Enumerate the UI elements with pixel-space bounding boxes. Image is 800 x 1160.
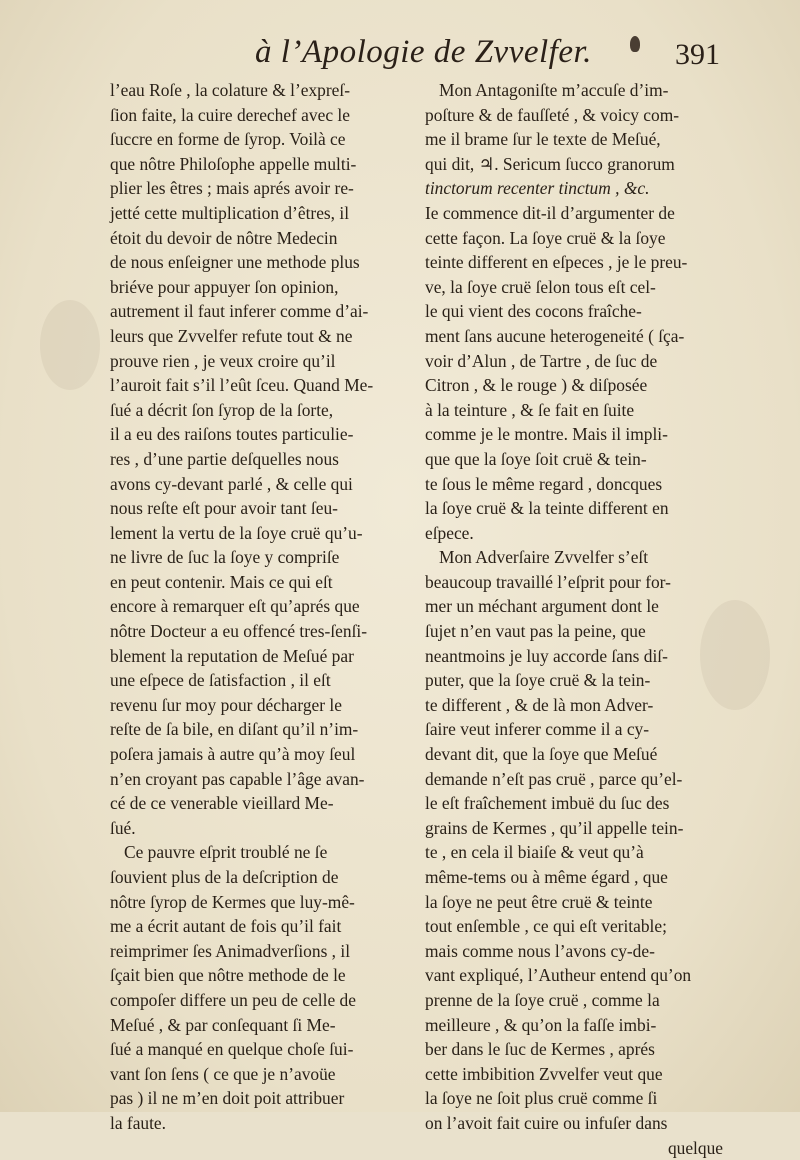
text-line: ſujet n’en vaut pas la peine, que bbox=[425, 621, 646, 642]
text-line: n’en croyant pas capable l’âge avan- bbox=[110, 768, 365, 789]
text-line: il a eu des raiſons toutes particulie- bbox=[110, 424, 354, 445]
text-line: étoit du devoir de nôtre Medecin bbox=[110, 227, 338, 248]
ink-mark-icon bbox=[630, 36, 640, 52]
text-line: poſera jamais à autre qu’à moy ſeul bbox=[110, 744, 356, 765]
page-number: 391 bbox=[675, 38, 720, 71]
text-line: me a écrit autant de fois qu’il fait bbox=[110, 916, 342, 937]
paper-stain bbox=[40, 300, 100, 390]
text-line: à la teinture , & ſe fait en ſuite bbox=[425, 399, 635, 420]
text-line: ſué a décrit ſon ſyrop de la ſorte, bbox=[110, 399, 334, 420]
text-line: ſçait bien que nôtre methode de le bbox=[110, 965, 346, 986]
text-line: le eſt fraîchement imbuë du ſuc des bbox=[425, 793, 670, 814]
text-line: prenne de la ſoye cruë , comme la bbox=[425, 989, 660, 1010]
text-line: Mon Antagoniſte m’accuſe d’im- bbox=[439, 80, 669, 100]
text-line: ne livre de ſuc la ſoye y compriſe bbox=[110, 547, 340, 568]
text-line: l’auroit fait s’il l’eût ſceu. Quand Me- bbox=[110, 375, 374, 396]
text-line: l’eau Roſe , la colature & l’expreſ- bbox=[110, 80, 350, 100]
left-column bbox=[110, 78, 420, 1136]
text-line: autrement il faut inferer comme d’ai- bbox=[110, 301, 369, 322]
text-line: la faute. bbox=[110, 1112, 167, 1133]
text-line: une eſpece de ſatisfaction , il eſt bbox=[110, 670, 331, 691]
text-line: nôtre Docteur a eu offencé tres-ſenſi- bbox=[110, 621, 368, 642]
text-line: même-tems ou à même égard , que bbox=[425, 867, 668, 887]
catchword: quelque bbox=[667, 1137, 723, 1158]
text-line: que que la ſoye ſoit cruë & tein- bbox=[425, 448, 647, 469]
text-line: ber dans le ſuc de Kermes , aprés bbox=[425, 1039, 655, 1060]
running-head: à l’Apologie de Zvvelfer. bbox=[255, 34, 592, 70]
text-line: comme je le montre. Mais il impli- bbox=[425, 424, 668, 445]
text-line: tinctorum recenter tinctum , &c. bbox=[425, 178, 650, 199]
text-line: qui dit, ♃. Sericum ſucco granorum bbox=[425, 153, 675, 174]
text-line: ve, la ſoye cruë ſelon tous eſt cel- bbox=[425, 276, 656, 297]
text-line: beaucoup travaillé l’eſprit pour for- bbox=[425, 571, 671, 592]
text-line: briéve pour appuyer ſon opinion, bbox=[110, 276, 339, 297]
text-line: vant ſon ſens ( ce que je n’avoüe bbox=[110, 1063, 336, 1084]
text-line: eſpece. bbox=[425, 522, 474, 543]
text-line: pas ) il ne m’en doit poit attribuer bbox=[110, 1088, 345, 1109]
right-column bbox=[425, 78, 737, 1160]
text-line: la ſoye ne ſoit plus cruë comme ſi bbox=[425, 1088, 658, 1109]
text-line: te different , & de là mon Adver- bbox=[425, 694, 654, 715]
text-line: Meſué , & par conſequant ſi Me- bbox=[110, 1014, 336, 1035]
text-line: que nôtre Philoſophe appelle multi- bbox=[110, 153, 357, 174]
text-line: plier les êtres ; mais aprés avoir re- bbox=[110, 178, 354, 199]
text-line: de nous enſeigner une methode plus bbox=[110, 252, 360, 273]
text-line: ſouvient plus de la deſcription de bbox=[110, 867, 339, 887]
text-line: lement la vertu de la ſoye cruë qu’u- bbox=[110, 522, 363, 543]
text-line: vant expliqué, l’Autheur entend qu’on bbox=[425, 965, 692, 986]
text-line: ſion faite, la cuire derechef avec le bbox=[110, 104, 350, 125]
text-line: avons cy-devant parlé , & celle qui bbox=[110, 473, 353, 494]
text-line: reſte de ſa bile, en diſant qu’il n’im- bbox=[110, 719, 359, 740]
text-line: ſué. bbox=[110, 817, 136, 838]
text-line: jetté cette multiplication d’êtres, il bbox=[110, 202, 350, 223]
text-line: voir d’Alun , de Tartre , de ſuc de bbox=[425, 350, 658, 371]
text-line: ment ſans aucune heterogeneité ( ſça- bbox=[425, 325, 685, 346]
text-line: la ſoye cruë & la teinte different en bbox=[425, 498, 669, 519]
text-line: en peut contenir. Mais ce qui eſt bbox=[110, 571, 333, 592]
text-line: te , en cela il biaiſe & veut qu’à bbox=[425, 842, 644, 863]
text-line: reimprimer ſes Animadverſions , il bbox=[110, 940, 351, 961]
text-line: grains de Kermes , qu’il appelle tein- bbox=[425, 817, 684, 838]
text-line: res , d’une partie deſquelles nous bbox=[110, 448, 339, 469]
text-line: cette façon. La ſoye cruë & la ſoye bbox=[425, 227, 666, 248]
text-line: ſué a manqué en quelque choſe ſui- bbox=[110, 1039, 354, 1060]
text-line: Mon Adverſaire Zvvelfer s’eſt bbox=[439, 547, 649, 568]
text-line: Citron , & le rouge ) & diſposée bbox=[425, 375, 648, 396]
text-line: me il brame ſur le texte de Meſué, bbox=[425, 129, 661, 150]
text-line: meilleure , & qu’on la faſſe imbi- bbox=[425, 1014, 657, 1035]
text-line: la ſoye ne peut être cruë & teinte bbox=[425, 891, 653, 912]
text-line: demande n’eſt pas cruë , parce qu’el- bbox=[425, 768, 683, 789]
text-line: Ce pauvre eſprit troublé ne ſe bbox=[124, 842, 328, 863]
text-line: nôtre ſyrop de Kermes que luy-mê- bbox=[110, 891, 355, 912]
text-line: encore à remarquer eſt qu’aprés que bbox=[110, 596, 360, 617]
text-line: te ſous le même regard , doncques bbox=[425, 473, 663, 494]
text-line: le qui vient des cocons fraîche- bbox=[425, 301, 642, 322]
text-line: puter, que la ſoye cruë & la tein- bbox=[425, 670, 651, 691]
text-line: on l’avoit fait cuire ou infuſer dans bbox=[425, 1112, 668, 1133]
text-line: mer un méchant argument dont le bbox=[425, 596, 659, 617]
text-line: neantmoins je luy accorde ſans diſ- bbox=[425, 645, 668, 666]
text-line: teinte different en eſpeces , je le preu- bbox=[425, 252, 688, 273]
text-line: blement la reputation de Meſué par bbox=[110, 645, 354, 666]
text-line: cé de ce venerable vieillard Me- bbox=[110, 793, 334, 814]
page-header bbox=[0, 28, 800, 78]
text-line: mais comme nous l’avons cy-de- bbox=[425, 940, 655, 961]
text-line: ſuccre en forme de ſyrop. Voilà ce bbox=[110, 129, 346, 150]
text-line: cette imbibition Zvvelfer veut que bbox=[425, 1063, 663, 1084]
text-line: leurs que Zvvelfer refute tout & ne bbox=[110, 325, 353, 346]
text-line: revenu ſur moy pour décharger le bbox=[110, 694, 342, 715]
text-line: tout enſemble , ce qui eſt veritable; bbox=[425, 916, 667, 937]
text-line: nous reſte eſt pour avoir tant ſeu- bbox=[110, 498, 338, 519]
text-line: prouve rien , je veux croire qu’il bbox=[110, 350, 336, 371]
text-line: Ie commence dit-il d’argumenter de bbox=[425, 202, 675, 223]
text-line: ſaire veut inferer comme il a cy- bbox=[425, 719, 650, 740]
text-line: compoſer differe un peu de celle de bbox=[110, 989, 356, 1010]
text-line: poſture & de fauſſeté , & voicy com- bbox=[425, 104, 680, 125]
text-line: devant dit, que la ſoye que Meſué bbox=[425, 744, 658, 765]
